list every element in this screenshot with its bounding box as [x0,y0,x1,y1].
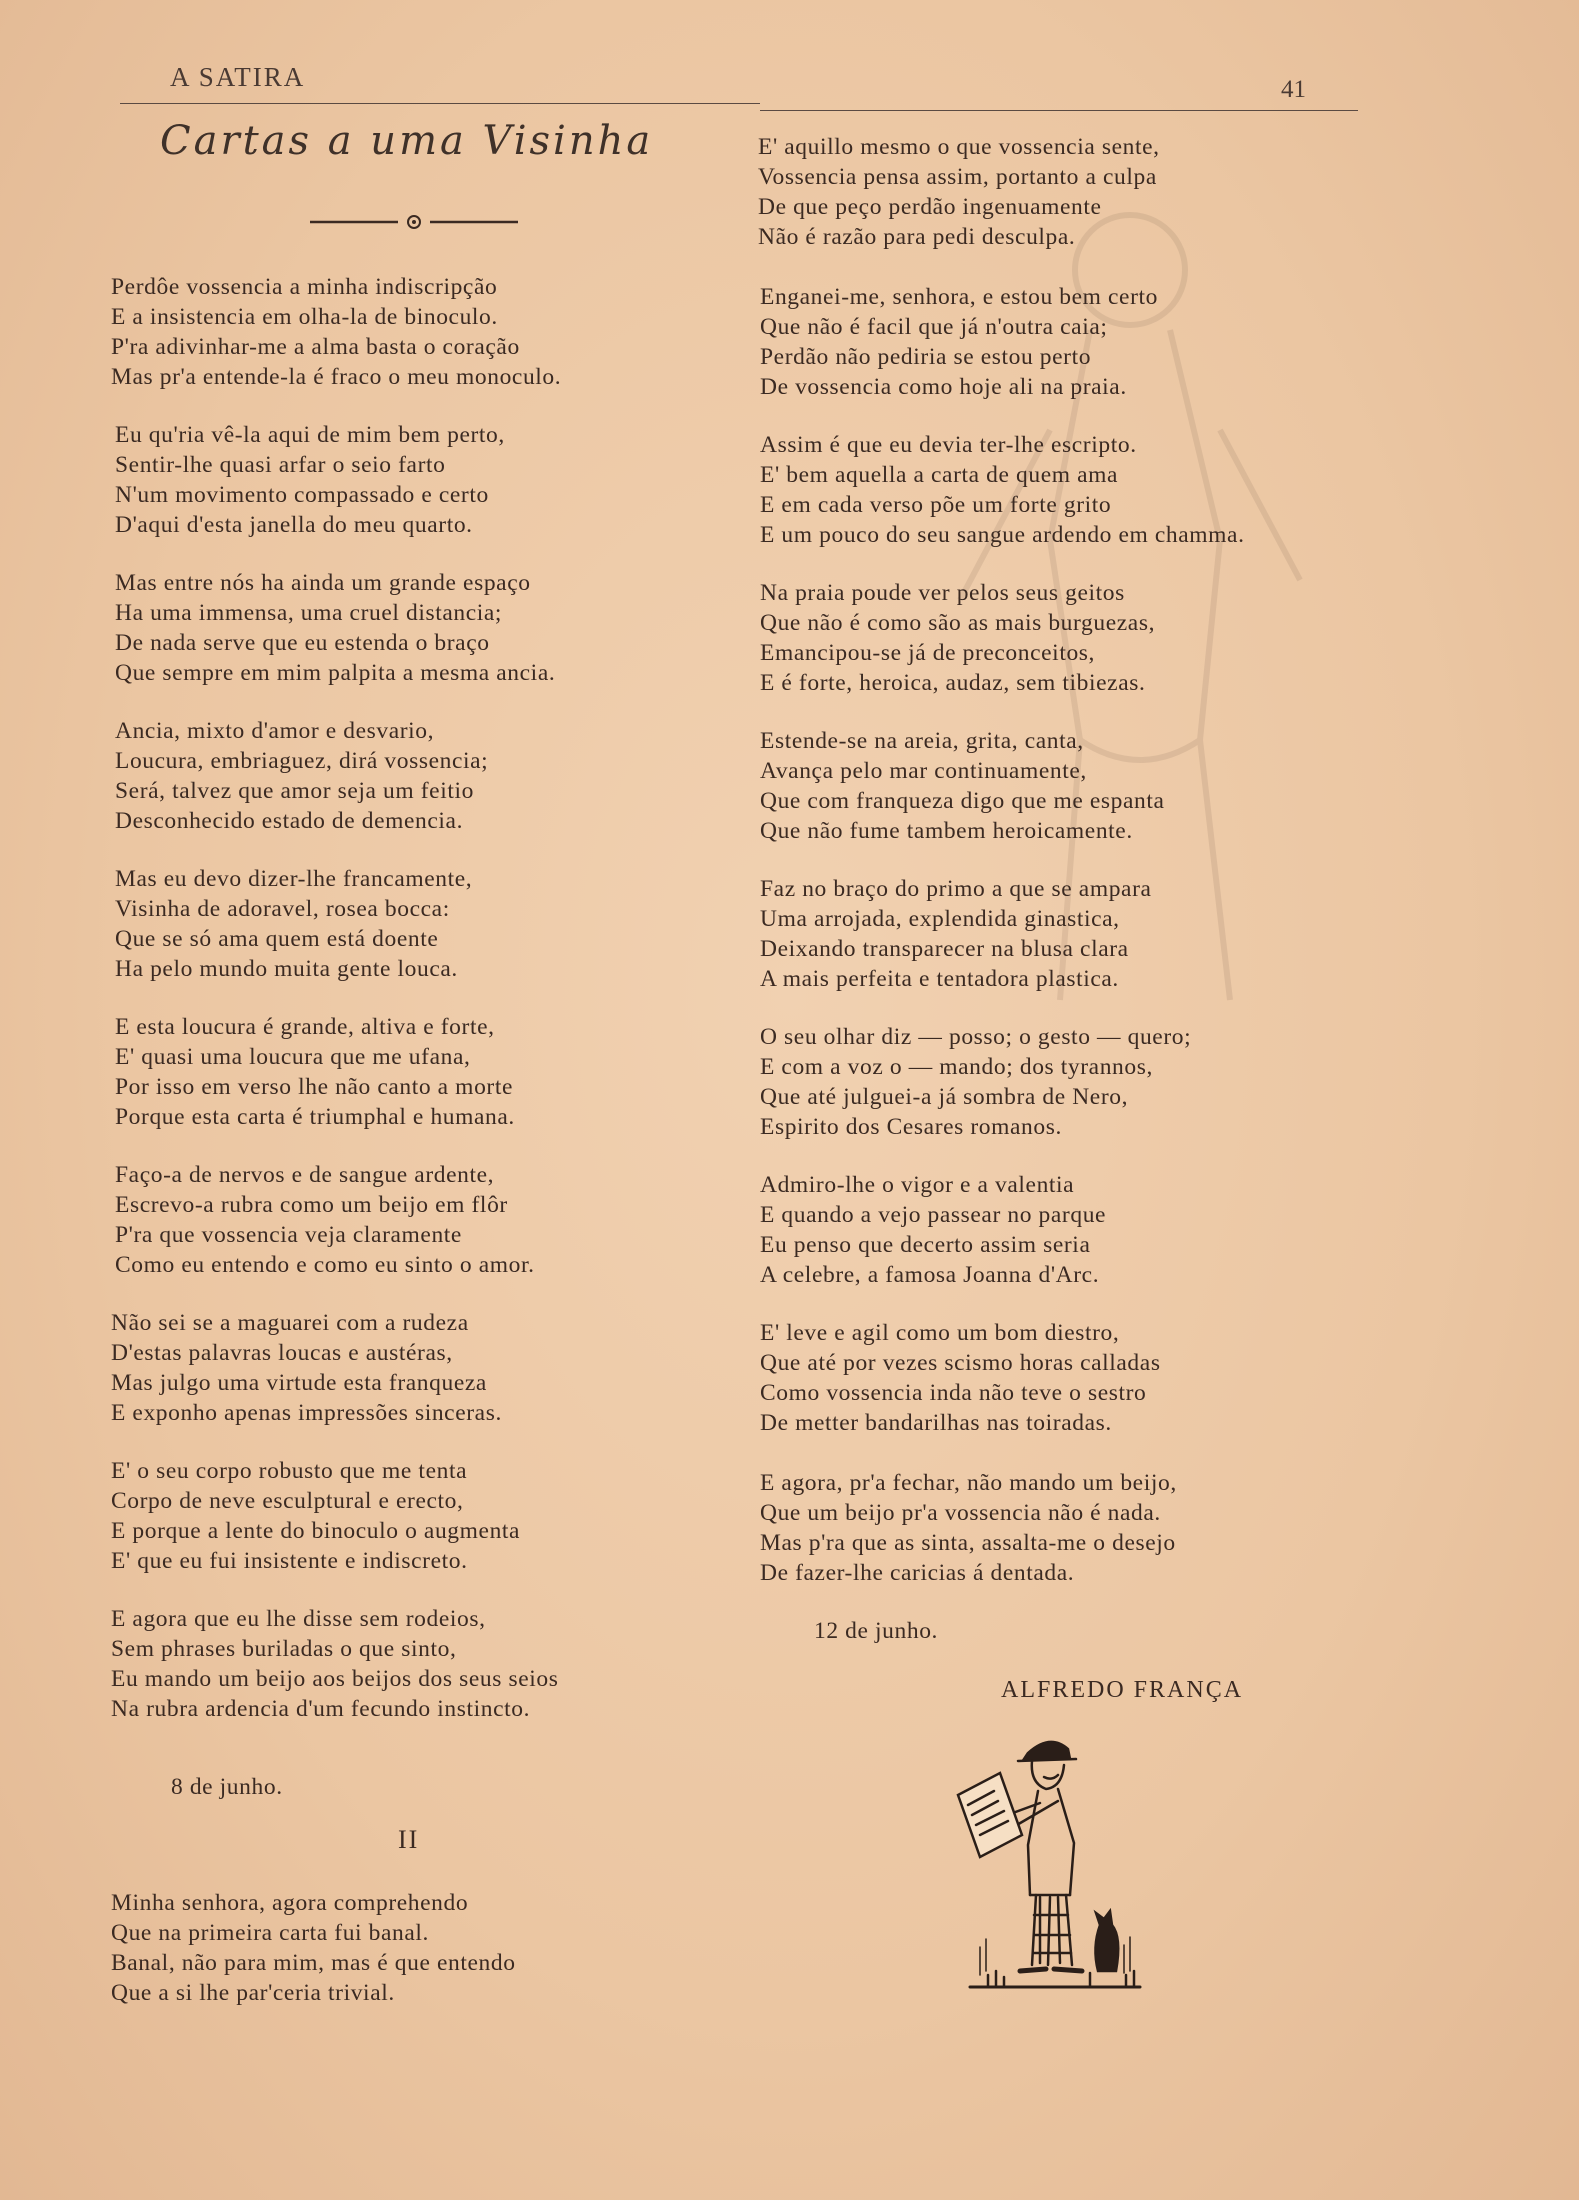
verse-line: Que se só ama quem está doente [115,926,439,952]
stanza [760,1022,1191,1142]
verse-line: E é forte, heroica, audaz, sem tibiezas. [760,670,1146,696]
stanza [760,726,1165,846]
verse-line: E a insistencia em olha-la de binoculo. [111,304,498,330]
verse-line: E quando a vejo passear no parque [760,1202,1107,1228]
verse-line: Avança pelo mar continuamente, [760,758,1087,784]
verse-line: E' que eu fui insistente e indiscreto. [111,1548,468,1574]
verse-line: D'estas palavras loucas e austéras, [111,1340,453,1366]
verse-line: Que não é como são as mais burguezas, [760,610,1156,636]
verse-line: Corpo de neve esculptural e erecto, [111,1488,464,1514]
verse-line: Que sempre em mim palpita a mesma ancia. [115,660,556,686]
stanza [115,864,472,984]
verse-line: De metter bandarilhas nas toiradas. [760,1410,1112,1436]
verse-line: De vossencia como hoje ali na praia. [760,374,1127,400]
verse-line: Porque esta carta é triumphal e humana. [115,1104,515,1130]
verse-line: E com a voz o — mando; dos tyrannos, [760,1054,1153,1080]
verse-line: N'um movimento compassado e certo [115,482,489,508]
stanza [115,1160,535,1280]
verse-line: De que peço perdão ingenuamente [758,194,1102,220]
verse-line: Que até por vezes scismo horas calladas [760,1350,1161,1376]
stanza [760,1468,1177,1588]
verse-line: Que não é facil que já n'outra caia; [760,314,1108,340]
verse-line: Espirito dos Cesares romanos. [760,1114,1062,1140]
verse-line: Perdôe vossencia a minha indiscripção [111,274,498,300]
verse-line: Eu qu'ria vê-la aqui de mim bem perto, [115,422,505,448]
verse-line: Deixando transparecer na blusa clara [760,936,1129,962]
verse-line: Mas pr'a entende-la é fraco o meu monoculo. [111,364,562,390]
verse-line: E agora que eu lhe disse sem rodeios, [111,1606,486,1632]
header-rule-left [120,103,760,104]
verse-line: Na rubra ardencia d'um fecundo instincto. [111,1696,531,1722]
running-title: A SATIRA [170,62,306,92]
verse-line: Ha uma immensa, uma cruel distancia; [115,600,503,626]
verse-line: A mais perfeita e tentadora plastica. [760,966,1119,992]
verse-line: Sentir-lhe quasi arfar o seio farto [115,452,446,478]
stanza [111,1456,520,1576]
verse-line: E exponho apenas impressões sinceras. [111,1400,502,1426]
stanza [758,132,1160,252]
stanza [760,1318,1161,1438]
stanza [760,282,1158,402]
verse-line: E' quasi uma loucura que me ufana, [115,1044,471,1070]
verse-line: Mas julgo uma virtude esta franqueza [111,1370,487,1396]
verse-line: Visinha de adoravel, rosea bocca: [115,896,450,922]
verse-line: Estende-se na areia, grita, canta, [760,728,1084,754]
verse-line: Como vossencia inda não teve o sestro [760,1380,1147,1406]
verse-line: E esta loucura é grande, altiva e forte, [115,1014,495,1040]
verse-line: Mas entre nós ha ainda um grande espaço [115,570,531,596]
verse-line: Banal, não para mim, mas é que entendo [111,1950,516,1976]
verse-line: Na praia poude ver pelos seus geitos [760,580,1125,606]
verse-line: Ancia, mixto d'amor e desvario, [115,718,435,744]
stanza [760,430,1245,550]
verse-line: Eu penso que decerto assim seria [760,1232,1091,1258]
verse-line: Faço-a de nervos e de sangue ardente, [115,1162,495,1188]
stanza [760,874,1152,994]
verse-line: Que a si lhe par'ceria trivial. [111,1980,395,2006]
stanza [115,716,488,836]
stanza [115,1012,515,1132]
stanza [115,420,505,540]
author-signature: ALFREDO FRANÇA [1001,1677,1244,1703]
verse-line: E' aquillo mesmo o que vossencia sente, [758,134,1160,160]
verse-line: E' bem aquella a carta de quem ama [760,462,1119,488]
page-number: 41 [1281,76,1306,103]
verse-line: E em cada verso põe um forte grito [760,492,1112,518]
verse-line: Será, talvez que amor seja um feitio [115,778,474,804]
verse-line: D'aqui d'esta janella do meu quarto. [115,512,473,538]
verse-line: Faz no braço do primo a que se ampara [760,876,1152,902]
verse-line: P'ra que vossencia veja claramente [115,1222,462,1248]
verse-line: O seu olhar diz — posso; o gesto — quero; [760,1024,1192,1050]
verse-line: Uma arrojada, explendida ginastica, [760,906,1120,932]
verse-line: Desconhecido estado de demencia. [115,808,464,834]
verse-line: Mas p'ra que as sinta, assalta-me o desejo [760,1530,1176,1556]
verse-line: Que um beijo pr'a vossencia não é nada. [760,1500,1161,1526]
verse-line: E porque a lente do binoculo o augmenta [111,1518,521,1544]
flourish-ornament-icon [310,213,518,231]
stanza [111,272,561,392]
verse-line: P'ra adivinhar-me a alma basta o coração [111,334,520,360]
verse-line: Minha senhora, agora comprehendo [111,1890,469,1916]
verse-line: Como eu entendo e como eu sinto o amor. [115,1252,535,1278]
verse-line: Que com franqueza digo que me espanta [760,788,1165,814]
man-reading-newspaper-icon [950,1725,1150,2005]
verse-line: Assim é que eu devia ter-lhe escripto. [760,432,1137,458]
verse-line: E' leve e agil como um bom diestro, [760,1320,1120,1346]
verse-line: Por isso em verso lhe não canto a morte [115,1074,513,1100]
header-rule-right [760,110,1358,111]
verse-line: Perdão não pediria se estou perto [760,344,1092,370]
date-line: 8 de junho. [171,1774,283,1800]
verse-line: A celebre, a famosa Joanna d'Arc. [760,1262,1100,1288]
verse-line: E' o seu corpo robusto que me tenta [111,1458,468,1484]
stanza [111,1888,516,2008]
verse-line: De fazer-lhe caricias á dentada. [760,1560,1075,1586]
poem-title: Cartas a uma Visinha [160,118,654,164]
verse-line: Que até julguei-a já sombra de Nero, [760,1084,1129,1110]
verse-line: Não sei se a maguarei com a rudeza [111,1310,469,1336]
verse-line: Admiro-lhe o vigor e a valentia [760,1172,1075,1198]
verse-line: Vossencia pensa assim, portanto a culpa [758,164,1157,190]
verse-line: Emancipou-se já de preconceitos, [760,640,1096,666]
verse-line: E agora, pr'a fechar, não mando um beijo, [760,1470,1177,1496]
verse-line: Eu mando um beijo aos beijos dos seus seios [111,1666,559,1692]
date-line: 12 de junho. [814,1618,939,1644]
section-numeral: II [398,1825,420,1854]
verse-line: Loucura, embriaguez, dirá vossencia; [115,748,489,774]
verse-line: De nada serve que eu estenda o braço [115,630,490,656]
verse-line: E um pouco do seu sangue ardendo em chamma. [760,522,1245,548]
verse-line: Não é razão para pedi desculpa. [758,224,1076,250]
verse-line: Que não fume tambem heroicamente. [760,818,1133,844]
stanza [760,578,1155,698]
verse-line: Ha pelo mundo muita gente louca. [115,956,458,982]
stanza [111,1308,502,1428]
verse-line: Que na primeira carta fui banal. [111,1920,430,1946]
stanza [111,1604,558,1724]
stanza [760,1170,1106,1290]
verse-line: Mas eu devo dizer-lhe francamente, [115,866,473,892]
verse-line: Escrevo-a rubra como um beijo em flôr [115,1192,508,1218]
verse-line: Enganei-me, senhora, e estou bem certo [760,284,1158,310]
verse-line: Sem phrases buriladas o que sinto, [111,1636,457,1662]
stanza [115,568,555,688]
